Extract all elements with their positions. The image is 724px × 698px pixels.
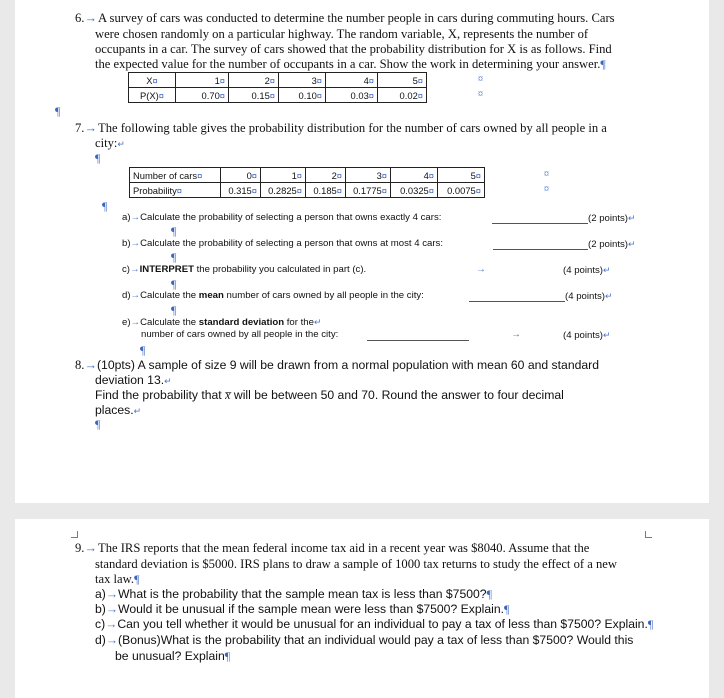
answer-line-a[interactable] xyxy=(492,223,588,224)
q9-part-a: a)→What is the probability that the sample mean tax is less than $7500?¶ xyxy=(95,587,493,601)
q7-part-e-points: (4 points)↵ xyxy=(563,330,611,341)
table-row xyxy=(130,183,485,198)
q7-part-c: c)→INTERPRET the probability you calculated in part (c). xyxy=(122,264,367,275)
table-cell: 0.03¤ xyxy=(326,88,378,103)
table-cell: 0.2825¤ xyxy=(261,183,306,198)
pilcrow-icon: ¶ xyxy=(95,417,101,431)
table-cell: P(X)¤ xyxy=(129,88,176,103)
q9-number: 9.→ xyxy=(75,541,98,555)
q7-part-a-points: (2 points)↵ xyxy=(588,213,636,224)
q7-probability-table xyxy=(129,167,485,198)
pilcrow-icon: ¶ xyxy=(171,277,177,291)
q8-line-2: deviation 13.↵ xyxy=(95,373,172,387)
end-of-row-mark: ¤ xyxy=(478,74,483,85)
document-page-2 xyxy=(15,519,709,698)
q6-line-4: the expected value for the number of occupants in a car. Show the work in determining your answer.¶ xyxy=(95,57,606,71)
table-cell: 4¤ xyxy=(326,73,378,88)
q9-part-c: c)→Can you tell whether it would be unusual for an individual to pay a tax of less than $7500? Explain.¶ xyxy=(95,617,654,631)
table-cell: 3¤ xyxy=(346,168,391,183)
q9-line-1: The IRS reports that the mean federal income tax aid in a recent year was $8040. Assume that the xyxy=(98,541,590,555)
table-row xyxy=(130,168,485,183)
pilcrow-icon: ¶ xyxy=(171,250,177,264)
answer-line-d[interactable] xyxy=(469,301,565,302)
table-cell: 0.315¤ xyxy=(221,183,261,198)
q7-line-2: city:↵ xyxy=(95,136,125,150)
table-cell: 3¤ xyxy=(279,73,326,88)
end-of-row-mark: ¤ xyxy=(544,184,549,195)
table-cell: 0.185¤ xyxy=(306,183,346,198)
tab-arrow-icon: → xyxy=(511,329,521,340)
q6-line-2: were chosen randomly on a particular highway. The random variable, X, represents the number of xyxy=(95,27,589,41)
q8-line-1: (10pts) A sample of size 9 will be drawn from a normal population with mean 60 and standard xyxy=(97,358,599,372)
pilcrow-icon: ¶ xyxy=(600,57,606,71)
table-cell: 4¤ xyxy=(391,168,438,183)
pilcrow-icon: ¶ xyxy=(140,343,146,357)
q6-line-1: A survey of cars was conducted to determine the number people in cars during commuting hours. Cars xyxy=(98,11,615,25)
q9-line-2: standard deviation is $5000. IRS plans to draw a sample of 1000 tax returns to study the effect of a new xyxy=(95,557,617,571)
table-cell: 0.1775¤ xyxy=(346,183,391,198)
margin-corner-mark xyxy=(71,531,78,538)
q9-part-d-line-2: be unusual? Explain¶ xyxy=(115,649,231,663)
q7-part-b-points: (2 points)↵ xyxy=(588,239,636,250)
q7-part-b: b)→Calculate the probability of selecting a person that owns at most 4 cars: xyxy=(122,238,444,249)
table-cell: 1¤ xyxy=(176,73,229,88)
table-cell: 0.0325¤ xyxy=(391,183,438,198)
table-cell: 0.0075¤ xyxy=(438,183,485,198)
margin-corner-mark xyxy=(645,531,652,538)
pilcrow-icon: ¶ xyxy=(171,303,177,317)
q7-number: 7.→ xyxy=(75,121,98,135)
pilcrow-icon: ¶ xyxy=(102,199,108,213)
table-row xyxy=(129,73,427,88)
q7-part-a: a)→Calculate the probability of selecting a person that owns exactly 4 cars: xyxy=(122,212,442,223)
table-cell: X¤ xyxy=(129,73,176,88)
table-cell: 2¤ xyxy=(306,168,346,183)
table-cell: 0¤ xyxy=(221,168,261,183)
q9-part-d: d)→(Bonus)What is the probability that an individual would pay a tax of less than $7500? Would this xyxy=(95,633,634,647)
answer-line-e[interactable] xyxy=(367,340,469,341)
q7-part-d-points: (4 points)↵ xyxy=(565,291,613,302)
document-page-1 xyxy=(15,0,709,503)
table-cell: 2¤ xyxy=(229,73,279,88)
q8-line-3: Find the probability that x̅ will be between 50 and 70. Round the answer to four decimal xyxy=(95,388,564,402)
q8-line-4: places.↵ xyxy=(95,403,142,417)
table-row xyxy=(129,88,427,103)
table-cell: 5¤ xyxy=(438,168,485,183)
table-cell: Number of cars¤ xyxy=(130,168,221,183)
table-cell: 0.70¤ xyxy=(176,88,229,103)
pilcrow-icon: ¶ xyxy=(55,104,61,118)
q9-line-3: tax law.¶ xyxy=(95,572,140,586)
q9-part-b: b)→Would it be unusual if the sample mean were less than $7500? Explain.¶ xyxy=(95,602,510,616)
end-of-row-mark: ¤ xyxy=(544,169,549,180)
table-cell: 5¤ xyxy=(378,73,427,88)
q6-number: 6.→ xyxy=(75,11,98,25)
table-cell: 0.02¤ xyxy=(378,88,427,103)
answer-line-b[interactable] xyxy=(493,249,588,250)
q7-part-d: d)→Calculate the mean number of cars owned by all people in the city: xyxy=(122,290,424,301)
pilcrow-icon: ¶ xyxy=(95,151,101,165)
table-cell: 0.10¤ xyxy=(279,88,326,103)
table-cell: 1¤ xyxy=(261,168,306,183)
q7-part-e-line-2: number of cars owned by all people in the city: xyxy=(141,329,339,340)
table-cell: 0.15¤ xyxy=(229,88,279,103)
pilcrow-icon: ¶ xyxy=(171,224,177,238)
table-cell: Probability¤ xyxy=(130,183,221,198)
q8-number: 8.→ xyxy=(75,358,98,372)
tab-arrow-icon: → xyxy=(476,264,486,275)
q7-part-c-points: (4 points)↵ xyxy=(563,265,611,276)
q6-line-3: occupants in a car. The survey of cars showed that the probability distribution for X is as follows. Find xyxy=(95,42,612,56)
q6-probability-table xyxy=(128,72,427,103)
q7-line-1: The following table gives the probability distribution for the number of cars owned by all people in a xyxy=(98,121,607,135)
q7-part-e: e)→Calculate the standard deviation for the↵ xyxy=(122,317,322,328)
end-of-row-mark: ¤ xyxy=(478,89,483,100)
